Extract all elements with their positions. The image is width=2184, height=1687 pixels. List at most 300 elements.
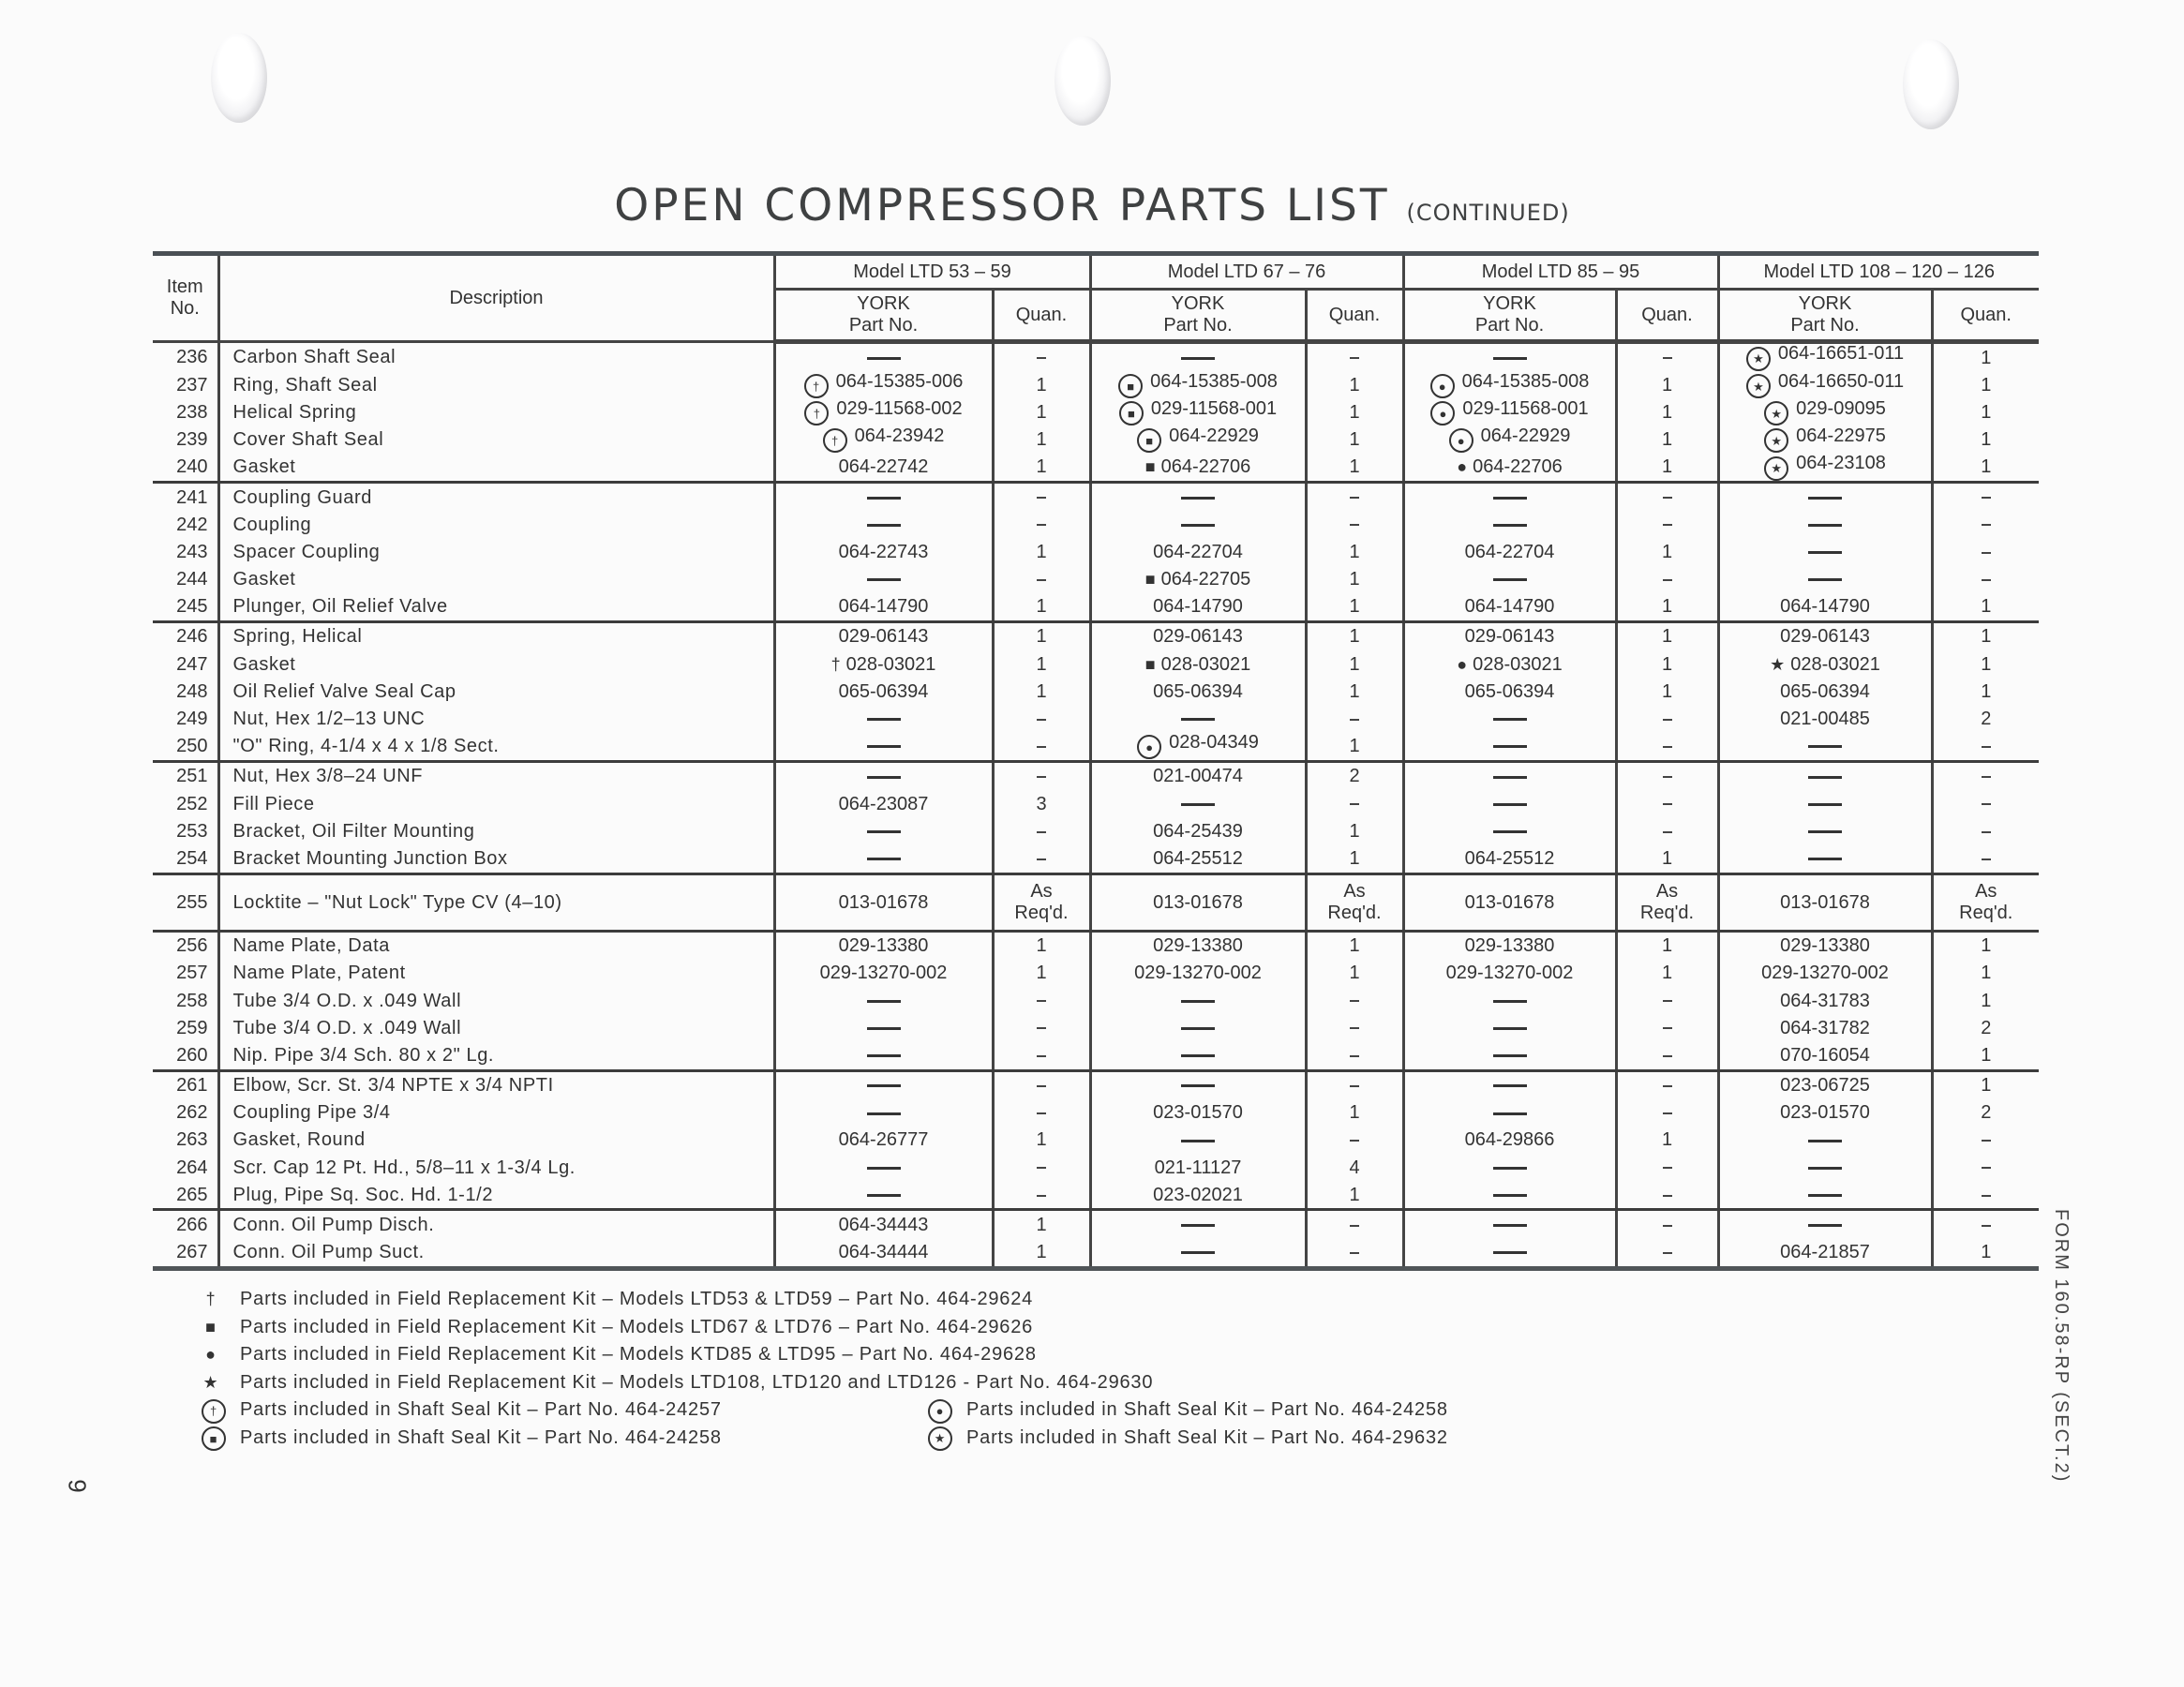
part-number-cell (774, 398, 993, 425)
part-number-cell (1403, 960, 1616, 987)
not-applicable-dash (1181, 497, 1215, 500)
footnote-text: Parts included in Shaft Seal Kit – Part No. 464-29632 (966, 1426, 1448, 1448)
part-number-cell (1090, 511, 1306, 538)
item-description: Spring, Helical (218, 621, 774, 650)
part-number-cell (1090, 960, 1306, 987)
table-row (153, 1239, 2039, 1269)
not-applicable-dash (1808, 551, 1842, 554)
part-number-cell (774, 844, 993, 873)
quantity-cell (1306, 1239, 1403, 1269)
quantity-cell: 1 (1932, 960, 2039, 987)
part-number-cell (1718, 398, 1932, 425)
not-applicable-dash (1493, 776, 1527, 779)
quantity-cell (993, 482, 1090, 511)
header-part-no: YORK Part No. (774, 290, 993, 342)
quantity-cell (1616, 1041, 1718, 1070)
item-description: Gasket, Round (218, 1127, 774, 1154)
part-number-cell (1403, 790, 1616, 817)
quantity-cell: 1 (1932, 1070, 2039, 1099)
footnote-text: Parts included in Shaft Seal Kit – Part No. 464-24258 (240, 1426, 722, 1448)
not-applicable-dash (1493, 803, 1527, 806)
not-applicable-dash (867, 497, 901, 500)
not-applicable-dash (1982, 746, 1991, 748)
part-number-cell (1090, 342, 1306, 372)
table-row (153, 1127, 2039, 1154)
part-number: 064-22704 (1464, 541, 1555, 562)
item-description: Conn. Oil Pump Suct. (218, 1239, 774, 1269)
part-number-cell (1403, 1181, 1616, 1210)
not-applicable-dash (1493, 524, 1527, 527)
not-applicable-dash (1181, 524, 1215, 527)
table-row (153, 454, 2039, 483)
part-number-cell (774, 371, 993, 398)
not-applicable-dash (1982, 552, 1991, 554)
part-number-cell (1718, 1181, 1932, 1210)
quantity-cell: 1 (993, 1239, 1090, 1269)
not-applicable-dash (1181, 1027, 1215, 1030)
part-number-cell (1718, 1210, 1932, 1239)
part-number-cell (1718, 1154, 1932, 1181)
item-number: 264 (176, 1157, 208, 1178)
part-number-cell (774, 705, 993, 732)
item-number: 251 (176, 766, 208, 787)
part-number-cell (1090, 398, 1306, 425)
quantity-cell: 1 (993, 593, 1090, 622)
part-number-cell (1090, 482, 1306, 511)
not-applicable-dash (1663, 579, 1672, 581)
quantity-cell: 2 (1306, 761, 1403, 790)
item-description: Gasket (218, 454, 774, 483)
part-number: 064-23942 (854, 425, 945, 446)
square-icon: ■ (1144, 654, 1156, 674)
circled-star-icon: ★ (1746, 347, 1771, 371)
part-number: 064-22929 (1169, 425, 1259, 446)
part-number: 029-06143 (1464, 626, 1555, 648)
part-number: 064-26777 (838, 1129, 929, 1151)
quantity-cell (1306, 705, 1403, 732)
part-number: 064-25512 (1153, 847, 1243, 869)
punch-hole-right (1903, 39, 1959, 129)
quantity-cell (1306, 1041, 1403, 1070)
part-number-cell (774, 538, 993, 565)
part-number-cell (1403, 1070, 1616, 1099)
part-number-cell (1403, 931, 1616, 960)
part-number: 064-25512 (1464, 847, 1555, 869)
part-number-cell (1403, 621, 1616, 650)
not-applicable-dash (1037, 1167, 1046, 1169)
item-number: 259 (176, 1017, 208, 1038)
not-applicable-dash (867, 718, 901, 721)
part-number-cell (1090, 426, 1306, 454)
quantity-cell (1306, 511, 1403, 538)
not-applicable-dash (1493, 1084, 1527, 1087)
quantity-cell (1616, 1181, 1718, 1210)
part-number-cell (1718, 960, 1932, 987)
quantity-cell: 1 (1306, 650, 1403, 678)
quantity-cell (1616, 1070, 1718, 1099)
quantity-cell: 1 (993, 678, 1090, 705)
item-description: Name Plate, Data (218, 931, 774, 960)
part-number-cell (774, 733, 993, 762)
not-applicable-dash (1663, 776, 1672, 778)
item-description: Coupling Guard (218, 482, 774, 511)
quantity-cell: As Req'd. (1306, 873, 1403, 931)
quantity-cell (1616, 511, 1718, 538)
part-number-cell (1090, 1070, 1306, 1099)
footnote-marker (197, 1397, 231, 1424)
quantity-cell: 1 (993, 538, 1090, 565)
circled-star-icon: ★ (1764, 428, 1788, 453)
table-row (153, 511, 2039, 538)
header-quan: Quan. (1616, 290, 1718, 342)
item-description: Plug, Pipe Sq. Soc. Hd. 1-1/2 (218, 1181, 774, 1210)
quantity-cell (1932, 1181, 2039, 1210)
item-description: Locktite – "Nut Lock" Type CV (4–10) (218, 873, 774, 931)
part-number-cell (1718, 705, 1932, 732)
quantity-cell: 1 (1306, 678, 1403, 705)
quantity-cell (1932, 482, 2039, 511)
quantity-cell (1306, 342, 1403, 372)
quantity-cell: 3 (993, 790, 1090, 817)
part-number-cell (1718, 790, 1932, 817)
not-applicable-dash (1808, 1140, 1842, 1142)
part-number: 064-14790 (838, 596, 929, 618)
not-applicable-dash (1982, 497, 1991, 499)
part-number-cell (1718, 593, 1932, 622)
part-number: 029-06143 (838, 626, 929, 648)
part-number-cell (1090, 621, 1306, 650)
quantity-cell: 1 (1306, 960, 1403, 987)
part-number: 064-15385-008 (1150, 370, 1278, 392)
not-applicable-dash (1350, 1027, 1359, 1029)
quantity-cell (993, 817, 1090, 844)
table-row (153, 873, 2039, 931)
part-number-cell (1718, 1239, 1932, 1269)
item-description: Cover Shaft Seal (218, 426, 774, 454)
quantity-cell: 1 (1306, 538, 1403, 565)
part-number: 064-25439 (1153, 820, 1243, 842)
title-main: OPEN COMPRESSOR PARTS LIST (614, 180, 1390, 231)
part-number-cell (1090, 1210, 1306, 1239)
not-applicable-dash (867, 1167, 901, 1170)
not-applicable-dash (1037, 579, 1046, 581)
item-description: Plunger, Oil Relief Valve (218, 593, 774, 622)
quantity-cell (1932, 817, 2039, 844)
table-row (153, 960, 2039, 987)
quantity-cell: 1 (993, 621, 1090, 650)
not-applicable-dash (1982, 831, 1991, 833)
not-applicable-dash (1982, 776, 1991, 778)
item-number: 240 (153, 454, 218, 483)
item-description: Oil Relief Valve Seal Cap (218, 678, 774, 705)
parts-table (153, 251, 2039, 1271)
not-applicable-dash (1181, 1084, 1215, 1087)
not-applicable-dash (1663, 1027, 1672, 1029)
quantity-cell: 1 (993, 426, 1090, 454)
circled-dot-icon: ● (1430, 401, 1455, 425)
item-description: Ring, Shaft Seal (218, 371, 774, 398)
part-number-cell (1090, 987, 1306, 1014)
part-number-cell (1718, 817, 1932, 844)
dagger-icon: † (830, 654, 841, 674)
quantity-cell: 1 (1932, 621, 2039, 650)
part-number-cell (774, 987, 993, 1014)
not-applicable-dash (1037, 858, 1046, 860)
item-number: 265 (153, 1181, 218, 1210)
part-number: 013-01678 (1780, 891, 1870, 913)
square-icon: ■ (205, 1317, 217, 1336)
not-applicable-dash (1808, 1224, 1842, 1227)
part-number-cell (1090, 1099, 1306, 1127)
footnote (923, 1396, 1448, 1425)
quantity-cell: 1 (1932, 426, 2039, 454)
part-number-cell (774, 1181, 993, 1210)
quantity-cell (1616, 733, 1718, 762)
part-number-cell (774, 1070, 993, 1099)
item-number: 256 (176, 935, 208, 957)
quantity-cell (1932, 1210, 2039, 1239)
part-number: 023-02021 (1153, 1184, 1243, 1205)
part-number: 064-22706 (1473, 456, 1563, 478)
part-number-cell (774, 761, 993, 790)
table-row (153, 1099, 2039, 1127)
not-applicable-dash (1037, 831, 1046, 833)
footnote-text: Parts included in Field Replacement Kit – Models LTD53 & LTD59 – Part No. 464-29624 (240, 1289, 1034, 1310)
item-description: Name Plate, Patent (218, 960, 774, 987)
circled-star-icon: ★ (1746, 374, 1771, 398)
not-applicable-dash (1663, 1112, 1672, 1114)
page-number: 9 (63, 1479, 92, 1493)
item-number: 263 (176, 1129, 208, 1151)
not-applicable-dash (1037, 1000, 1046, 1002)
part-number-cell (1403, 398, 1616, 425)
part-number-cell (1090, 1239, 1306, 1269)
quantity-cell (1932, 790, 2039, 817)
part-number-cell (1090, 454, 1306, 483)
table-row (153, 678, 2039, 705)
not-applicable-dash (1350, 1140, 1359, 1142)
square-icon: ■ (1144, 457, 1156, 477)
quantity-cell (1306, 987, 1403, 1014)
part-number: 029-11568-001 (1150, 397, 1278, 419)
quantity-cell (993, 511, 1090, 538)
quantity-cell: 1 (1306, 1099, 1403, 1127)
part-number: 013-01678 (1464, 891, 1555, 913)
part-number-cell (774, 960, 993, 987)
footnote-text: Parts included in Field Replacement Kit – Models KTD85 & LTD95 – Part No. 464-29628 (240, 1344, 1037, 1366)
not-applicable-dash (1493, 718, 1527, 721)
quantity-cell: 1 (1616, 593, 1718, 622)
not-applicable-dash (1350, 524, 1359, 526)
not-applicable-dash (1037, 1195, 1046, 1197)
quantity-cell (1616, 705, 1718, 732)
item-description: Nip. Pipe 3/4 Sch. 80 x 2" Lg. (218, 1041, 774, 1070)
part-number-cell (1090, 873, 1306, 931)
quantity-cell (1932, 511, 2039, 538)
circled-square-icon: ■ (1119, 401, 1144, 425)
part-number-cell (1403, 678, 1616, 705)
not-applicable-dash (1037, 357, 1046, 359)
header-part-no: YORK Part No. (1090, 290, 1306, 342)
item-number: 249 (176, 709, 208, 730)
part-number-cell (1403, 538, 1616, 565)
quantity-cell: 1 (1616, 844, 1718, 873)
quantity-cell: 1 (1616, 398, 1718, 425)
quantity-cell (993, 1099, 1090, 1127)
quantity-cell: 1 (1306, 931, 1403, 960)
quantity-cell: 1 (1616, 621, 1718, 650)
quantity-cell (1306, 1127, 1403, 1154)
not-applicable-dash (1808, 830, 1842, 833)
part-number: 070-16054 (1780, 1044, 1870, 1066)
quantity-cell (1932, 1154, 2039, 1181)
quantity-cell (993, 1181, 1090, 1210)
item-description: Nut, Hex 3/8–24 UNF (218, 761, 774, 790)
quantity-cell: 1 (1932, 398, 2039, 425)
footnote (197, 1286, 1153, 1314)
part-number-cell (1403, 761, 1616, 790)
part-number: 023-01570 (1153, 1102, 1243, 1124)
quantity-cell: 1 (1932, 650, 2039, 678)
quantity-cell: 1 (1616, 454, 1718, 483)
footnote-marker (923, 1397, 957, 1424)
not-applicable-dash (867, 1000, 901, 1003)
quantity-cell (993, 1070, 1090, 1099)
part-number: 023-06725 (1780, 1075, 1870, 1097)
not-applicable-dash (1181, 718, 1215, 721)
part-number: 064-15385-008 (1461, 370, 1590, 392)
quantity-cell (1616, 342, 1718, 372)
part-number: 064-34444 (838, 1242, 929, 1263)
not-applicable-dash (1493, 830, 1527, 833)
footnote (197, 1314, 1153, 1342)
part-number-cell (774, 678, 993, 705)
table-row (153, 987, 2039, 1014)
header-description: Description (218, 254, 774, 342)
part-number: 029-06143 (1780, 626, 1870, 648)
quantity-cell: As Req'd. (993, 873, 1090, 931)
item-number: 254 (153, 844, 218, 873)
circled-dagger-icon: † (804, 374, 829, 398)
not-applicable-dash (1808, 803, 1842, 806)
quantity-cell (1616, 1239, 1718, 1269)
not-applicable-dash (1181, 1000, 1215, 1003)
quantity-cell (993, 566, 1090, 593)
table-row (153, 931, 2039, 960)
part-number: 064-15385-006 (835, 370, 964, 392)
dot-icon: ● (1457, 654, 1468, 674)
table-row (153, 1181, 2039, 1210)
part-number: 028-03021 (845, 653, 936, 675)
part-number-cell (774, 1239, 993, 1269)
not-applicable-dash (867, 1194, 901, 1197)
item-description: Coupling (218, 511, 774, 538)
table-row (153, 398, 2039, 425)
quantity-cell: 2 (1932, 1099, 2039, 1127)
part-number: 029-13270-002 (1761, 963, 1889, 984)
part-number-cell (774, 593, 993, 622)
not-applicable-dash (1663, 1195, 1672, 1197)
quantity-cell (1932, 761, 2039, 790)
part-number-cell (774, 454, 993, 483)
circled-dot-icon: ● (928, 1399, 952, 1424)
not-applicable-dash (1808, 745, 1842, 748)
part-number-cell (774, 931, 993, 960)
not-applicable-dash (1037, 1112, 1046, 1114)
footnote-text: Parts included in Shaft Seal Kit – Part No. 464-24258 (966, 1399, 1448, 1421)
quantity-cell: 1 (1306, 566, 1403, 593)
part-number-cell (774, 817, 993, 844)
footnote-text: Parts included in Field Replacement Kit – Models LTD67 & LTD76 – Part No. 464-29626 (240, 1316, 1034, 1337)
part-number-cell (1090, 566, 1306, 593)
part-number-cell (1403, 987, 1616, 1014)
item-description: Helical Spring (218, 398, 774, 425)
quantity-cell (993, 1041, 1090, 1070)
not-applicable-dash (1181, 1054, 1215, 1057)
not-applicable-dash (1493, 1224, 1527, 1227)
table-row (153, 342, 2039, 372)
part-number-cell (774, 566, 993, 593)
part-number-cell (774, 621, 993, 650)
quantity-cell (1616, 817, 1718, 844)
item-number: 241 (176, 486, 208, 508)
not-applicable-dash (1663, 357, 1672, 359)
part-number: 064-22742 (838, 456, 929, 478)
not-applicable-dash (1663, 1252, 1672, 1254)
quantity-cell: 1 (1616, 960, 1718, 987)
quantity-cell: 1 (1306, 371, 1403, 398)
part-number: 064-16651-011 (1777, 343, 1905, 365)
quantity-cell: 1 (1932, 342, 2039, 372)
item-number: 250 (153, 733, 218, 762)
not-applicable-dash (1493, 745, 1527, 748)
part-number: 064-23108 (1796, 453, 1886, 474)
quantity-cell: 1 (1306, 593, 1403, 622)
part-number-cell (1718, 1041, 1932, 1070)
header-part-no: YORK Part No. (1718, 290, 1932, 342)
part-number: 064-22929 (1480, 425, 1571, 446)
not-applicable-dash (867, 357, 901, 360)
item-number: 237 (176, 374, 208, 396)
item-number: 245 (153, 593, 218, 622)
quantity-cell (993, 1014, 1090, 1041)
not-applicable-dash (1493, 1027, 1527, 1030)
table-row (153, 593, 2039, 622)
dagger-icon: † (205, 1290, 217, 1309)
quantity-cell: 1 (1616, 650, 1718, 678)
quantity-cell (1932, 566, 2039, 593)
not-applicable-dash (1663, 1225, 1672, 1227)
part-number-cell (1718, 1070, 1932, 1099)
footnote-text: Parts included in Field Replacement Kit – Models LTD108, LTD120 and LTD126 - Part No. 464-29630 (240, 1371, 1154, 1393)
item-number: 262 (176, 1102, 208, 1124)
quantity-cell: 1 (1932, 1041, 2039, 1070)
not-applicable-dash (1663, 1085, 1672, 1087)
item-number: 247 (176, 653, 208, 675)
item-description: Fill Piece (218, 790, 774, 817)
part-number: 065-06394 (1464, 680, 1555, 702)
table-row (153, 705, 2039, 732)
not-applicable-dash (1037, 1055, 1046, 1057)
table-row (153, 538, 2039, 565)
part-number-cell (1718, 454, 1932, 483)
quantity-cell (1306, 790, 1403, 817)
not-applicable-dash (1663, 746, 1672, 748)
part-number-cell (1403, 817, 1616, 844)
table-row (153, 1070, 2039, 1099)
quantity-cell: 1 (1306, 398, 1403, 425)
part-number-cell (1718, 566, 1932, 593)
